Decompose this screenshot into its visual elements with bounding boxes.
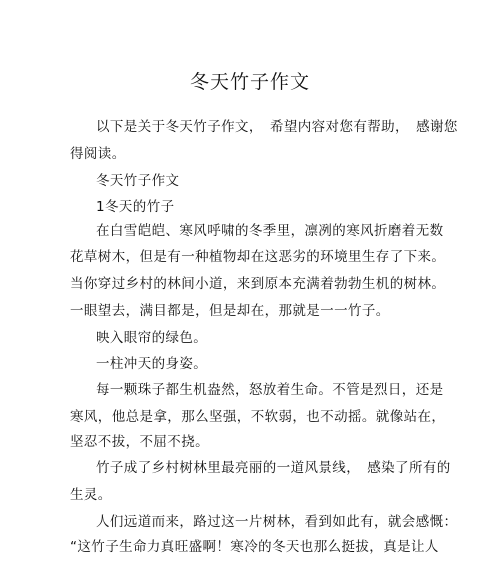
paragraph-line: 得阅读。 bbox=[70, 146, 126, 162]
paragraph-line: 竹子成了乡村树林里最亮丽的一道风景线， 感染了所有的 bbox=[96, 460, 451, 476]
paragraph-line: “这竹子生命力真旺盛啊！寒冷的冬天也那么挺拔，真是让人 bbox=[70, 539, 439, 555]
paragraph-line: 花草树木，但是有一种植物却在这恶劣的环境里生存了下来。 bbox=[70, 249, 446, 265]
paragraph-line: 寒风，他总是拿，那么坚强，不软弱，也不动摇。就像站在， bbox=[70, 409, 446, 425]
paragraph-line: 人们远道而来，路过这一片树林，看到如此有，就会感慨： bbox=[96, 514, 458, 530]
paragraph-line: 生灵。 bbox=[70, 487, 112, 503]
section-subheading: 1冬天的竹子 bbox=[96, 199, 175, 215]
paragraph-line: 每一颗珠子都生机盎然，怒放着生命。不管是烈日，还是 bbox=[96, 382, 444, 398]
section-heading: 冬天竹子作文 bbox=[96, 173, 180, 189]
paragraph-line: 映入眼帘的绿色。 bbox=[96, 330, 208, 346]
paragraph-line: 一柱冲天的身姿。 bbox=[96, 356, 208, 372]
document-title: 冬天竹子作文 bbox=[189, 71, 310, 93]
paragraph-line: 坚忍不拔，不屈不挠。 bbox=[70, 434, 209, 450]
paragraph-line: 在白雪皑皑、寒风呼啸的冬季里，凛冽的寒风折磨着无数 bbox=[96, 223, 444, 239]
paragraph-line: 当你穿过乡村的林间小道，来到原本充满着勃勃生机的树林。 bbox=[70, 276, 446, 292]
paragraph-line: 以下是关于冬天竹子作文， 希望内容对您有帮助， 感谢您 bbox=[96, 119, 458, 135]
paragraph-line: 一眼望去，满目都是，但是却在，那就是一一竹子。 bbox=[70, 303, 390, 319]
